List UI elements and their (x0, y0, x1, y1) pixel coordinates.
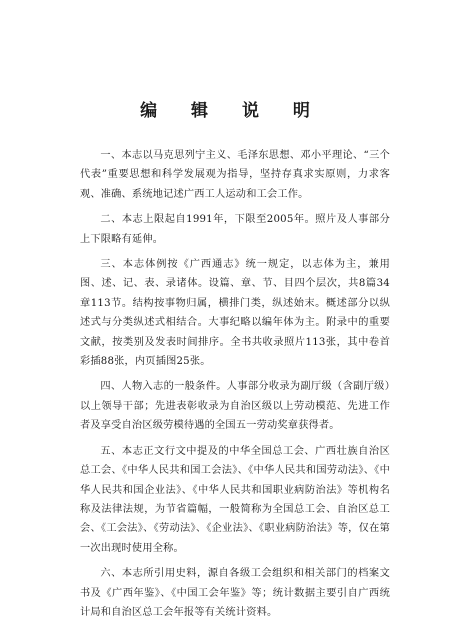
note-paragraph-6: 六、本志所引用史料，源自各级工会组织和相关部门的档案文书及《广西年鉴》、《中国工会年鉴》等；统计数据主要引自广西统计局和自治区总工会年报等有关统计资料。 (80, 568, 390, 618)
note-paragraph-1: 一、本志以马克思列宁主义、毛泽东思想、邓小平理论、“三个代表”重要思想和科学发展观为指导，坚持存真求实原则，力求客观、准确、系统地记述广西工人运动和工会工作。 (80, 150, 390, 200)
note-paragraph-4: 四、人物入志的一般条件。人事部分收录为副厅级（含副厅级）以上领导干部；先进表彰收录为自治区级以上劳动模范、先进工作者及享受自治区级劳模待遇的全国五一劳动奖章获得者。 (80, 381, 390, 432)
editorial-notes-body (80, 146, 390, 628)
note-paragraph-2: 二、本志上限起自1991年，下限至2005年。照片及人事部分上下限略有延伸。 (80, 214, 390, 245)
note-paragraph-5: 五、本志正文行文中提及的中华全国总工会、广西壮族自治区总工会、《中华人民共和国工会法》、《中华人民共和国劳动法》、《中华人民共和国企业法》、《中华人民共和国职业病防治法》等机构名称及法律法规，为节省篇幅，一般简称为全国总工会、自治区总工会、《工会法》、《劳动法》、《企业法》、《职业病防治法》等，仅在第一次出现时使用全称。 (80, 445, 390, 554)
note-paragraph-3: 三、本志体例按《广西通志》统一规定，以志体为主，兼用图、述、记、表、录诸体。设篇、章、节、目四个层次，共8篇34章113节。结构按事物归属，横排门类，纵述始末。概述部分以纵述式与分类纵述式相结合。大事纪略以编年体为主。附录中的重要文献，按类别及发表时间排序。全书共收录照片113张，其中卷首彩插88张，内页插图25张。 (80, 259, 390, 368)
page-title: 编 辑 说 明 (140, 101, 324, 121)
